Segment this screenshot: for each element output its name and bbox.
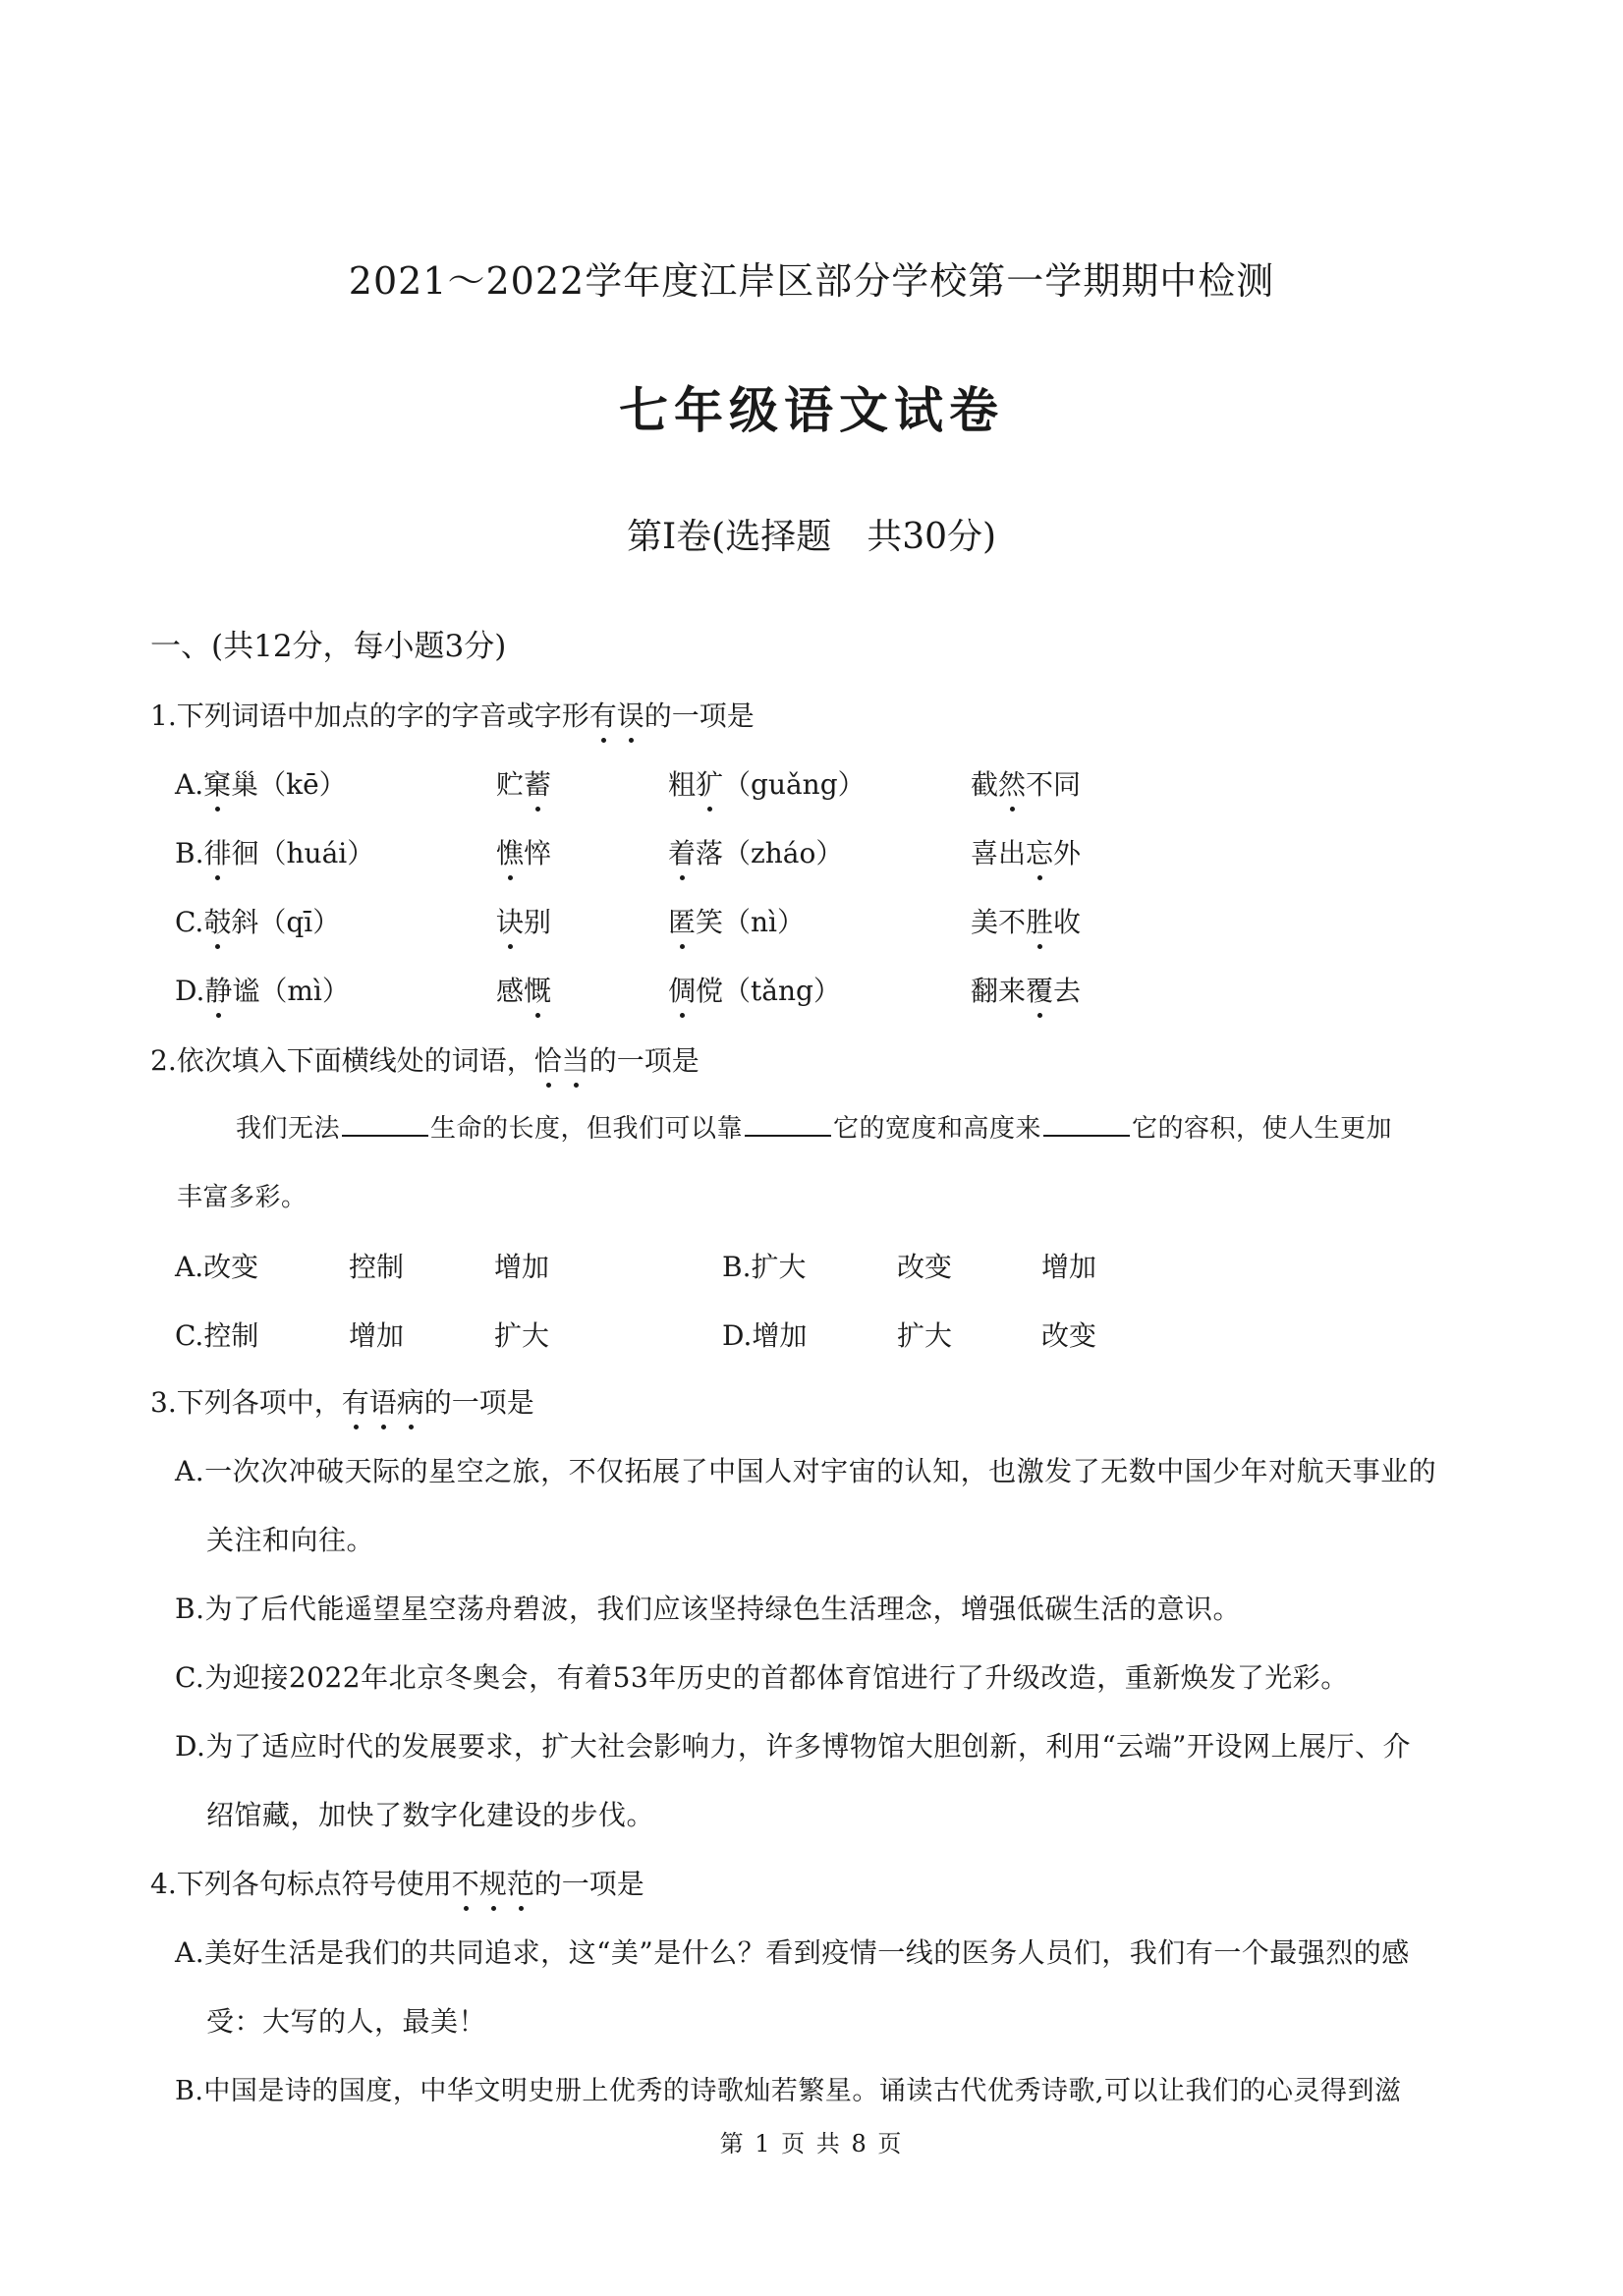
- word-text: 落（zháo）: [696, 837, 844, 869]
- passage-text: 它的宽度和高度来: [833, 1114, 1042, 1144]
- question-2-option-word: B.扩大: [722, 1251, 807, 1283]
- stem-text: 的一项是: [423, 1386, 534, 1419]
- question-3-option-d-cont: 绍馆藏，加快了数字化建设的步伐。: [206, 1799, 655, 1831]
- option-word: [668, 763, 866, 803]
- emphasized-char: 倜: [668, 970, 696, 1009]
- stem-text: 2.依次填入下面横线处的词语，: [150, 1044, 534, 1077]
- emphasized-char: 犷: [696, 763, 723, 803]
- question-3-option-d: D.为了适应时代的发展要求，扩大社会影响力，许多博物馆大胆创新，利用“云端”开设网上展厅、介: [175, 1730, 1411, 1763]
- emphasized-char: 匿: [668, 901, 696, 940]
- option-word: [496, 970, 551, 1009]
- option-word: [971, 832, 1081, 871]
- emphasis-dots: [452, 1868, 534, 1900]
- question-2-passage-cont: 丰富多彩。: [177, 1183, 308, 1212]
- stem-text: 1.下列词语中加点的字的字音或字形: [150, 700, 589, 732]
- passage-text: 生命的长度，但我们可以靠: [430, 1114, 744, 1144]
- word-text: 收: [1053, 906, 1082, 938]
- question-4-option-a: A.美好生活是我们的共同追求，这“美”是什么？看到疫情一线的医务人员们，我们有一个最强烈的感: [175, 1936, 1410, 1969]
- passage-text: 我们无法: [236, 1114, 341, 1144]
- question-3-option-a-cont: 关注和向往。: [206, 1524, 375, 1556]
- word-text: 截: [971, 768, 999, 801]
- word-text: C.: [175, 906, 204, 938]
- option-word: [668, 832, 843, 871]
- fill-blank-1: [342, 1109, 428, 1137]
- emphasized-char: 范: [507, 1863, 534, 1902]
- emphasized-char: 误: [617, 695, 644, 734]
- emphasized-char: 覆: [1026, 970, 1053, 1009]
- word-text: 粗: [668, 768, 697, 801]
- emphasized-char: 忘: [1026, 832, 1053, 871]
- question-2-option-word: 扩大: [494, 1319, 550, 1352]
- word-text: （guǎng）: [723, 768, 866, 801]
- word-text: B.: [175, 837, 204, 869]
- word-text: 徊（huái）: [231, 837, 375, 869]
- option-word: [496, 901, 551, 940]
- word-text: A.: [175, 768, 204, 801]
- option-word: [496, 832, 551, 871]
- question-3-stem: [150, 1381, 534, 1421]
- emphasis-dots: [342, 1386, 424, 1419]
- question-2-option-word: 控制: [349, 1251, 405, 1283]
- question-4-option-a-cont: 受：大写的人，最美！: [206, 2005, 487, 2038]
- question-4-option-b: B.中国是诗的国度，中华文明史册上优秀的诗歌灿若繁星。诵读古代优秀诗歌,可以让我们的心灵得到滋: [175, 2076, 1402, 2106]
- word-text: 傥（tǎng）: [696, 975, 841, 1007]
- fill-blank-3: [1043, 1109, 1130, 1137]
- part-title: 第Ⅰ卷(选择题 共30分): [626, 517, 997, 557]
- question-2-option-word: C.控制: [175, 1319, 259, 1352]
- word-text: 巢（kē）: [231, 768, 347, 801]
- question-3-option-a: A.一次次冲破天际的星空之旅，不仅拓展了中国人对宇宙的认知，也激发了无数中国少年对航天事业的: [175, 1455, 1437, 1487]
- word-text: D.: [175, 975, 205, 1007]
- emphasized-char: 静: [204, 970, 232, 1009]
- question-3-option-b: B.为了后代能遥望星空荡舟碧波，我们应该坚持绿色生活理念，增强低碳生活的意识。: [175, 1593, 1241, 1625]
- exam-title: 2021～2022学年度江岸区部分学校第一学期期中检测: [348, 259, 1275, 303]
- option-word: [668, 901, 805, 940]
- paper-title: 七年级语文试卷: [619, 381, 1004, 439]
- fill-blank-2: [745, 1109, 831, 1137]
- passage-text: 它的容积，使人生更加: [1132, 1114, 1393, 1144]
- word-text: 翻来: [971, 975, 1027, 1007]
- word-text: 笑（nì）: [696, 906, 806, 938]
- emphasized-char: 有: [342, 1381, 369, 1421]
- option-word: [971, 763, 1081, 803]
- question-2-stem: [150, 1039, 700, 1079]
- section-heading: 一、(共12分，每小题3分): [150, 629, 507, 664]
- emphasized-char: 然: [998, 763, 1026, 803]
- word-text: 外: [1053, 837, 1082, 869]
- stem-text: 4.下列各句标点符号使用: [150, 1868, 452, 1900]
- emphasized-char: 憔: [496, 832, 524, 871]
- word-text: 感: [496, 975, 525, 1007]
- stem-text: 的一项是: [533, 1868, 644, 1900]
- question-3-option-c: C.为迎接2022年北京冬奥会，有着53年历史的首都体育馆进行了升级改造，重新焕发了光彩。: [175, 1661, 1349, 1694]
- word-text: 去: [1053, 975, 1082, 1007]
- emphasized-char: 攲: [203, 901, 231, 940]
- option-word: [175, 832, 374, 871]
- emphasized-char: 规: [479, 1863, 507, 1902]
- stem-text: 的一项是: [588, 1044, 700, 1077]
- word-text: 美不: [971, 906, 1027, 938]
- option-word: [175, 970, 350, 1009]
- word-text: 别: [524, 906, 552, 938]
- option-word: [971, 970, 1081, 1009]
- option-word: [668, 970, 841, 1009]
- option-word: [175, 901, 340, 940]
- emphasized-char: 蓄: [524, 763, 551, 803]
- stem-text: 的一项是: [644, 700, 755, 732]
- question-2-option-word: 改变: [897, 1251, 953, 1283]
- emphasized-char: 恰: [534, 1039, 562, 1079]
- question-2-option-word: D.增加: [722, 1319, 808, 1352]
- stem-text: 3.下列各项中，: [150, 1386, 342, 1419]
- emphasized-char: 有: [589, 695, 617, 734]
- option-word: [175, 763, 347, 803]
- emphasized-char: 胜: [1026, 901, 1053, 940]
- emphasis-dots: [589, 700, 644, 732]
- word-text: 谧（mì）: [232, 975, 350, 1007]
- question-2-option-word: 增加: [349, 1319, 405, 1352]
- option-word: [971, 901, 1081, 940]
- page-footer: 第 1 页 共 8 页: [719, 2130, 904, 2157]
- option-word: [496, 763, 551, 803]
- emphasized-char: 语: [369, 1381, 397, 1421]
- question-1-stem: [150, 695, 755, 734]
- question-2-option-word: 扩大: [897, 1319, 953, 1352]
- word-text: 贮: [496, 768, 525, 801]
- word-text: 不同: [1026, 768, 1082, 801]
- word-text: 喜出: [971, 837, 1027, 869]
- question-4-stem: [150, 1863, 644, 1902]
- question-2-passage: [236, 1108, 1392, 1145]
- emphasized-char: 窠: [203, 763, 231, 803]
- emphasized-char: 慨: [524, 970, 551, 1009]
- emphasized-char: 诀: [496, 901, 524, 940]
- emphasis-dots: [534, 1044, 589, 1077]
- question-2-option-word: 增加: [494, 1251, 550, 1283]
- emphasized-char: 病: [397, 1381, 424, 1421]
- emphasized-char: 当: [562, 1039, 589, 1079]
- word-text: 悴: [524, 837, 552, 869]
- question-2-option-word: A.改变: [175, 1251, 259, 1283]
- question-2-option-word: 增加: [1041, 1251, 1097, 1283]
- emphasized-char: 不: [452, 1863, 479, 1902]
- question-2-option-word: 改变: [1041, 1319, 1097, 1352]
- emphasized-char: 徘: [203, 832, 231, 871]
- word-text: 斜（qī）: [231, 906, 341, 938]
- emphasized-char: 着: [668, 832, 696, 871]
